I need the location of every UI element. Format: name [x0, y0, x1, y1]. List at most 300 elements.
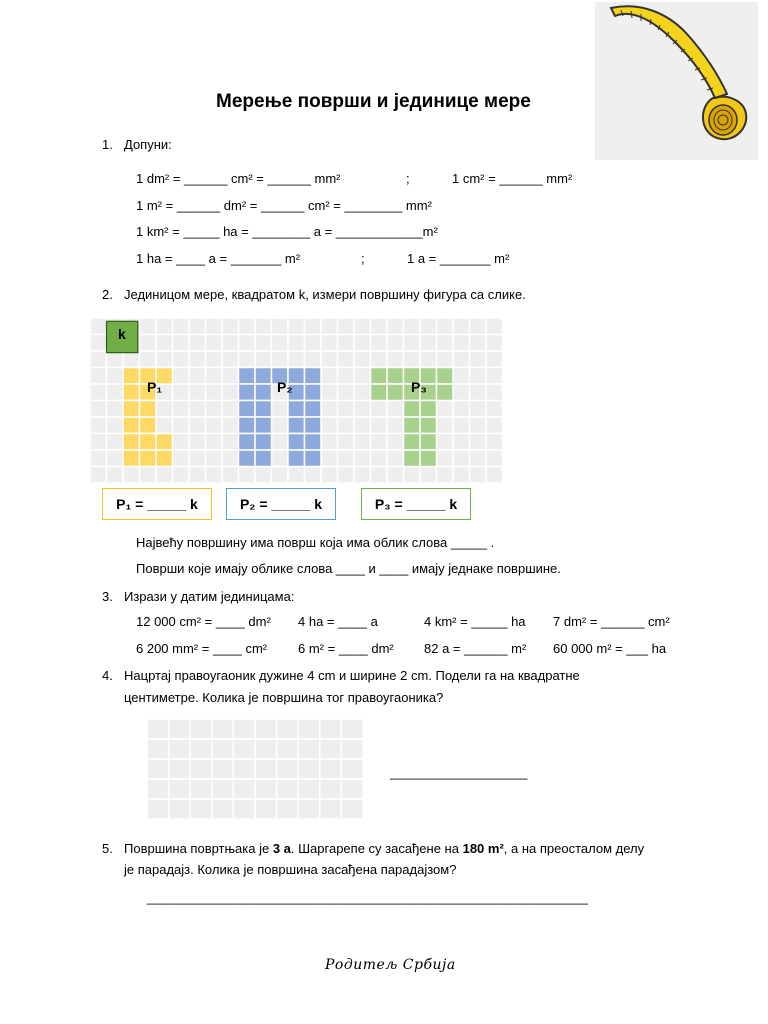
- grid-cell: [387, 401, 404, 418]
- q4-grid-cell: [255, 739, 277, 759]
- grid-cell: [338, 384, 355, 401]
- q4-grid-cell: [190, 719, 212, 739]
- grid-cell: [90, 384, 107, 401]
- q5-mid: . Шаргарепе су засађене на: [290, 841, 463, 856]
- page-title: Мерење површи и јединице мере: [216, 91, 531, 112]
- grid-cell: [90, 335, 107, 352]
- p1-cell: [156, 450, 173, 467]
- grid-cell: [107, 384, 124, 401]
- q3-r2-c1: 6 200 mm² = ____ cm²: [136, 641, 268, 656]
- q4-grid-cell: [320, 799, 342, 819]
- p2-cell: [305, 450, 322, 467]
- grid-cell: [189, 434, 206, 451]
- grid-cell: [189, 335, 206, 352]
- grid-cell: [321, 368, 338, 385]
- grid-cell: [470, 417, 487, 434]
- grid-cell: [453, 467, 470, 484]
- grid-cell: [453, 417, 470, 434]
- grid-cell: [420, 467, 437, 484]
- q4-grid-cell: [341, 719, 363, 739]
- q1-row4-left: 1 ha = ____ a = _______ m²: [136, 251, 301, 266]
- grid-cell: [387, 318, 404, 335]
- grid-cell: [486, 368, 503, 385]
- grid-cell: [371, 318, 388, 335]
- grid-cell: [206, 335, 223, 352]
- grid-cell: [140, 335, 157, 352]
- q3-r1-c4: 7 dm² = ______ cm²: [553, 614, 670, 629]
- q4-grid-cell: [169, 759, 191, 779]
- p2-cell: [255, 450, 272, 467]
- q4-grid-cell: [298, 739, 320, 759]
- q5-area-value: 3 a: [272, 841, 291, 856]
- unit-square-label: k: [118, 326, 126, 342]
- p2-cell: [255, 417, 272, 434]
- grid-cell: [338, 351, 355, 368]
- q5-answer-line: _____________________________________________________________: [147, 890, 589, 905]
- grid-cell: [437, 335, 454, 352]
- p3-cell: [371, 368, 388, 385]
- grid-cell: [206, 401, 223, 418]
- q4-grid-cell: [277, 739, 299, 759]
- grid-cell: [437, 318, 454, 335]
- grid-cell: [338, 434, 355, 451]
- grid-cell: [453, 401, 470, 418]
- grid-cell: [206, 318, 223, 335]
- p3-cell: [404, 401, 421, 418]
- grid-cell: [453, 434, 470, 451]
- grid-cell: [222, 467, 239, 484]
- grid-cell: [222, 434, 239, 451]
- grid-cell: [90, 434, 107, 451]
- footer-signature: Родитељ Србија: [325, 957, 456, 973]
- q4-grid-cell: [190, 739, 212, 759]
- grid-cell: [321, 335, 338, 352]
- grid-cell: [437, 467, 454, 484]
- grid-cell: [90, 351, 107, 368]
- p3-cell: [420, 417, 437, 434]
- q4-grid-cell: [255, 799, 277, 819]
- grid-cell: [107, 368, 124, 385]
- grid-cell: [255, 335, 272, 352]
- grid-cell: [387, 335, 404, 352]
- grid-cell: [255, 351, 272, 368]
- grid-cell: [173, 384, 190, 401]
- p2-cell: [239, 450, 256, 467]
- p3-answer-box: P₃ = _____ k: [361, 488, 471, 520]
- grid-cell: [206, 450, 223, 467]
- grid-cell: [239, 351, 256, 368]
- grid-cell: [288, 335, 305, 352]
- grid-cell: [222, 318, 239, 335]
- grid-cell: [453, 450, 470, 467]
- p2-cell: [239, 417, 256, 434]
- p1-cell: [123, 401, 140, 418]
- grid-cell: [272, 351, 289, 368]
- q4-grid-cell: [147, 759, 169, 779]
- grid-cell: [288, 467, 305, 484]
- grid-cell: [123, 467, 140, 484]
- grid-cell: [107, 401, 124, 418]
- grid-cell: [222, 450, 239, 467]
- p1-cell: [123, 417, 140, 434]
- grid-cell: [387, 467, 404, 484]
- p3-cell: [437, 368, 454, 385]
- grid-cell: [173, 417, 190, 434]
- p3-cell: [420, 401, 437, 418]
- grid-cell: [321, 351, 338, 368]
- grid-cell: [272, 450, 289, 467]
- q4-grid-cell: [190, 759, 212, 779]
- grid-cell: [321, 318, 338, 335]
- grid-cell: [156, 467, 173, 484]
- p3-cell: [387, 384, 404, 401]
- grid-cell: [272, 401, 289, 418]
- grid-cell: [305, 467, 322, 484]
- q4-line1: Нацртај правоугаоник дужине 4 cm и ширине 2 cm. Подели га на квадратне: [124, 668, 580, 683]
- grid-cell: [437, 434, 454, 451]
- q4-grid-cell: [147, 739, 169, 759]
- grid-cell: [354, 450, 371, 467]
- grid-cell: [206, 368, 223, 385]
- q1-row4-sep: ;: [361, 251, 365, 266]
- grid-cell: [107, 351, 124, 368]
- grid-cell: [338, 318, 355, 335]
- grid-cell: [222, 417, 239, 434]
- p2-cell: [305, 368, 322, 385]
- p2-cell: [305, 401, 322, 418]
- q4-grid-cell: [212, 739, 234, 759]
- q4-drawing-grid: [147, 719, 363, 819]
- p2-cell: [288, 450, 305, 467]
- p3-label: P₃: [411, 379, 427, 395]
- p1-cell: [140, 401, 157, 418]
- q4-grid-cell: [233, 739, 255, 759]
- p1-cell: [140, 417, 157, 434]
- grid-cell: [173, 467, 190, 484]
- p2-cell: [239, 401, 256, 418]
- q4-grid-cell: [298, 719, 320, 739]
- grid-cell: [470, 401, 487, 418]
- grid-cell: [437, 351, 454, 368]
- grid-cell: [222, 368, 239, 385]
- p2-cell: [239, 368, 256, 385]
- grid-cell: [354, 417, 371, 434]
- q4-grid-cell: [341, 779, 363, 799]
- q4-grid-cell: [147, 799, 169, 819]
- grid-cell: [206, 467, 223, 484]
- q1-row2: 1 m² = ______ dm² = ______ cm² = ________ mm²: [136, 198, 432, 213]
- grid-cell: [305, 318, 322, 335]
- grid-cell: [255, 318, 272, 335]
- grid-cell: [387, 450, 404, 467]
- grid-cell: [420, 351, 437, 368]
- grid-cell: [206, 351, 223, 368]
- q4-answer-line: ___________________: [390, 765, 528, 780]
- q4-grid-cell: [277, 779, 299, 799]
- p2-answer-box: P₂ = _____ k: [226, 488, 336, 520]
- q4-grid-cell: [277, 719, 299, 739]
- grid-cell: [173, 450, 190, 467]
- grid-cell: [156, 335, 173, 352]
- p3-cell: [420, 450, 437, 467]
- p3-cell: [404, 434, 421, 451]
- q4-grid-cell: [233, 799, 255, 819]
- q4-grid-cell: [190, 779, 212, 799]
- p1-cell: [123, 450, 140, 467]
- q3-r1-c1: 12 000 cm² = ____ dm²: [136, 614, 271, 629]
- grid-cell: [222, 351, 239, 368]
- q4-grid-cell: [169, 719, 191, 739]
- grid-cell: [354, 384, 371, 401]
- grid-cell: [90, 467, 107, 484]
- p2-cell: [255, 434, 272, 451]
- grid-cell: [321, 450, 338, 467]
- grid-cell: [404, 351, 421, 368]
- q4-grid-cell: [341, 739, 363, 759]
- grid-cell: [272, 467, 289, 484]
- grid-cell: [239, 318, 256, 335]
- grid-cell: [371, 434, 388, 451]
- grid-cell: [189, 450, 206, 467]
- grid-cell: [288, 351, 305, 368]
- grid-cell: [173, 368, 190, 385]
- q4-grid-cell: [277, 799, 299, 819]
- grid-cell: [486, 450, 503, 467]
- q4-grid-cell: [320, 719, 342, 739]
- q4-grid-cell: [320, 739, 342, 759]
- q4-grid-cell: [298, 799, 320, 819]
- grid-cell: [420, 335, 437, 352]
- p3-cell: [387, 368, 404, 385]
- q5-line1: [124, 841, 644, 856]
- q3-r2-c4: 60 000 m² = ___ ha: [553, 641, 667, 656]
- grid-cell: [338, 368, 355, 385]
- q1-row1-right: 1 cm² = ______ mm²: [452, 171, 573, 186]
- q4-grid-cell: [212, 799, 234, 819]
- grid-cell: [338, 467, 355, 484]
- grid-cell: [272, 335, 289, 352]
- grid-cell: [90, 417, 107, 434]
- q4-grid-cell: [298, 779, 320, 799]
- measuring-tape-icon: [595, 2, 758, 160]
- q2-prompt: Јединицом мере, квадратом k, измери површину фигура са слике.: [124, 287, 526, 302]
- q5-number: 5.: [102, 841, 113, 856]
- grid-cell: [371, 401, 388, 418]
- grid-cell: [123, 351, 140, 368]
- grid-cell: [189, 401, 206, 418]
- grid-cell: [206, 384, 223, 401]
- grid-cell: [272, 434, 289, 451]
- grid-cell: [338, 450, 355, 467]
- p3-cell: [404, 417, 421, 434]
- grid-cell: [470, 467, 487, 484]
- q3-r1-c2: 4 ha = ____ a: [298, 614, 378, 629]
- q2-number: 2.: [102, 287, 113, 302]
- p3-cell: [420, 434, 437, 451]
- grid-cell: [338, 335, 355, 352]
- grid-cell: [156, 351, 173, 368]
- grid-cell: [470, 335, 487, 352]
- grid-cell: [90, 318, 107, 335]
- q4-grid-cell: [169, 799, 191, 819]
- q3-r1-c3: 4 km² = _____ ha: [424, 614, 526, 629]
- grid-cell: [486, 417, 503, 434]
- grid-cell: [470, 450, 487, 467]
- p3-cell: [371, 384, 388, 401]
- grid-cell: [354, 368, 371, 385]
- p1-cell: [123, 368, 140, 385]
- grid-cell: [189, 368, 206, 385]
- grid-cell: [222, 384, 239, 401]
- grid-cell: [470, 351, 487, 368]
- q5-pre: Површина повртњака је: [124, 841, 273, 856]
- grid-cell: [305, 335, 322, 352]
- grid-cell: [272, 417, 289, 434]
- grid-cell: [140, 318, 157, 335]
- q4-grid-cell: [169, 739, 191, 759]
- grid-cell: [189, 384, 206, 401]
- p3-cell: [404, 450, 421, 467]
- grid-cell: [486, 401, 503, 418]
- grid-cell: [173, 318, 190, 335]
- grid-cell: [272, 318, 289, 335]
- grid-cell: [453, 335, 470, 352]
- grid-cell: [387, 434, 404, 451]
- grid-cell: [354, 318, 371, 335]
- p1-cell: [156, 434, 173, 451]
- grid-cell: [420, 318, 437, 335]
- grid-cell: [453, 318, 470, 335]
- grid-cell: [173, 401, 190, 418]
- q4-grid-cell: [341, 759, 363, 779]
- p2-cell: [305, 434, 322, 451]
- grid-cell: [354, 351, 371, 368]
- q4-grid-cell: [233, 759, 255, 779]
- p2-cell: [255, 368, 272, 385]
- grid-cell: [305, 351, 322, 368]
- q1-prompt: Допуни:: [124, 137, 172, 152]
- q3-r2-c2: 6 m² = ____ dm²: [298, 641, 394, 656]
- grid-cell: [189, 417, 206, 434]
- grid-cell: [173, 351, 190, 368]
- grid-cell: [173, 335, 190, 352]
- grid-cell: [189, 467, 206, 484]
- p2-cell: [288, 401, 305, 418]
- grid-cell: [404, 467, 421, 484]
- grid-cell: [387, 351, 404, 368]
- q5-post: , а на преосталом делу: [503, 841, 645, 856]
- q5-line2: је парадајз. Колика је површина засађена парадајзом?: [124, 862, 457, 877]
- grid-cell: [156, 318, 173, 335]
- grid-cell: [387, 417, 404, 434]
- grid-cell: [453, 384, 470, 401]
- grid-cell: [470, 318, 487, 335]
- q4-grid-cell: [320, 779, 342, 799]
- p2-cell: [239, 384, 256, 401]
- grid-cell: [107, 450, 124, 467]
- grid-cell: [371, 450, 388, 467]
- p2-cell: [288, 417, 305, 434]
- q4-grid-cell: [255, 719, 277, 739]
- q1-row4-right: 1 a = _______ m²: [407, 251, 510, 266]
- grid-cell: [156, 401, 173, 418]
- grid-cell: [437, 450, 454, 467]
- grid-cell: [371, 335, 388, 352]
- p1-cell: [140, 450, 157, 467]
- grid-cell: [239, 467, 256, 484]
- p1-label: P₁: [147, 379, 163, 395]
- grid-cell: [470, 434, 487, 451]
- grid-cell: [206, 434, 223, 451]
- p2-cell: [255, 401, 272, 418]
- grid-cell: [354, 401, 371, 418]
- q1-row1-sep: ;: [406, 171, 410, 186]
- q4-grid-cell: [212, 779, 234, 799]
- p1-cell: [140, 434, 157, 451]
- p1-cell: [123, 384, 140, 401]
- grid-cell: [173, 434, 190, 451]
- grid-cell: [107, 434, 124, 451]
- grid-cell: [239, 335, 256, 352]
- grid-cell: [140, 467, 157, 484]
- q4-grid-cell: [320, 759, 342, 779]
- grid-cell: [486, 467, 503, 484]
- grid-cell: [338, 401, 355, 418]
- q2-largest-area-line: Највећу површину има површ која има облик слова _____ .: [136, 535, 495, 550]
- grid-cell: [189, 318, 206, 335]
- grid-cell: [140, 351, 157, 368]
- q5-carrot-value: 180 m²: [462, 841, 504, 856]
- grid-cell: [453, 368, 470, 385]
- shapes-grid-figure: [90, 318, 510, 488]
- p3-cell: [437, 384, 454, 401]
- p2-cell: [305, 384, 322, 401]
- grid-cell: [354, 434, 371, 451]
- grid-cell: [437, 417, 454, 434]
- grid-cell: [255, 467, 272, 484]
- q4-grid-cell: [255, 759, 277, 779]
- p2-cell: [288, 434, 305, 451]
- grid-cell: [90, 368, 107, 385]
- grid-cell: [486, 384, 503, 401]
- grid-cell: [338, 417, 355, 434]
- q4-grid-cell: [298, 759, 320, 779]
- q4-grid-cell: [233, 719, 255, 739]
- p2-cell: [305, 417, 322, 434]
- grid-cell: [321, 467, 338, 484]
- q4-grid-cell: [212, 719, 234, 739]
- q2-equal-area-line: Површи које имају облике слова ____ и ____ имају једнаке површине.: [136, 561, 561, 576]
- p1-cell: [123, 434, 140, 451]
- grid-cell: [486, 434, 503, 451]
- grid-cell: [156, 417, 173, 434]
- measuring-tape-image: [595, 2, 758, 160]
- p2-cell: [239, 434, 256, 451]
- p2-cell: [255, 384, 272, 401]
- grid-cell: [288, 318, 305, 335]
- q1-row1-left: 1 dm² = ______ cm² = ______ mm²: [136, 171, 341, 186]
- q4-line2: центиметре. Колика је површина тог правоугаоника?: [124, 690, 444, 705]
- grid-cell: [321, 434, 338, 451]
- grid-cell: [486, 318, 503, 335]
- grid-cell: [222, 401, 239, 418]
- q3-r2-c3: 82 a = ______ m²: [424, 641, 527, 656]
- grid-cell: [371, 417, 388, 434]
- q4-grid-cell: [147, 719, 169, 739]
- grid-cell: [371, 467, 388, 484]
- grid-cell: [189, 351, 206, 368]
- grid-cell: [107, 467, 124, 484]
